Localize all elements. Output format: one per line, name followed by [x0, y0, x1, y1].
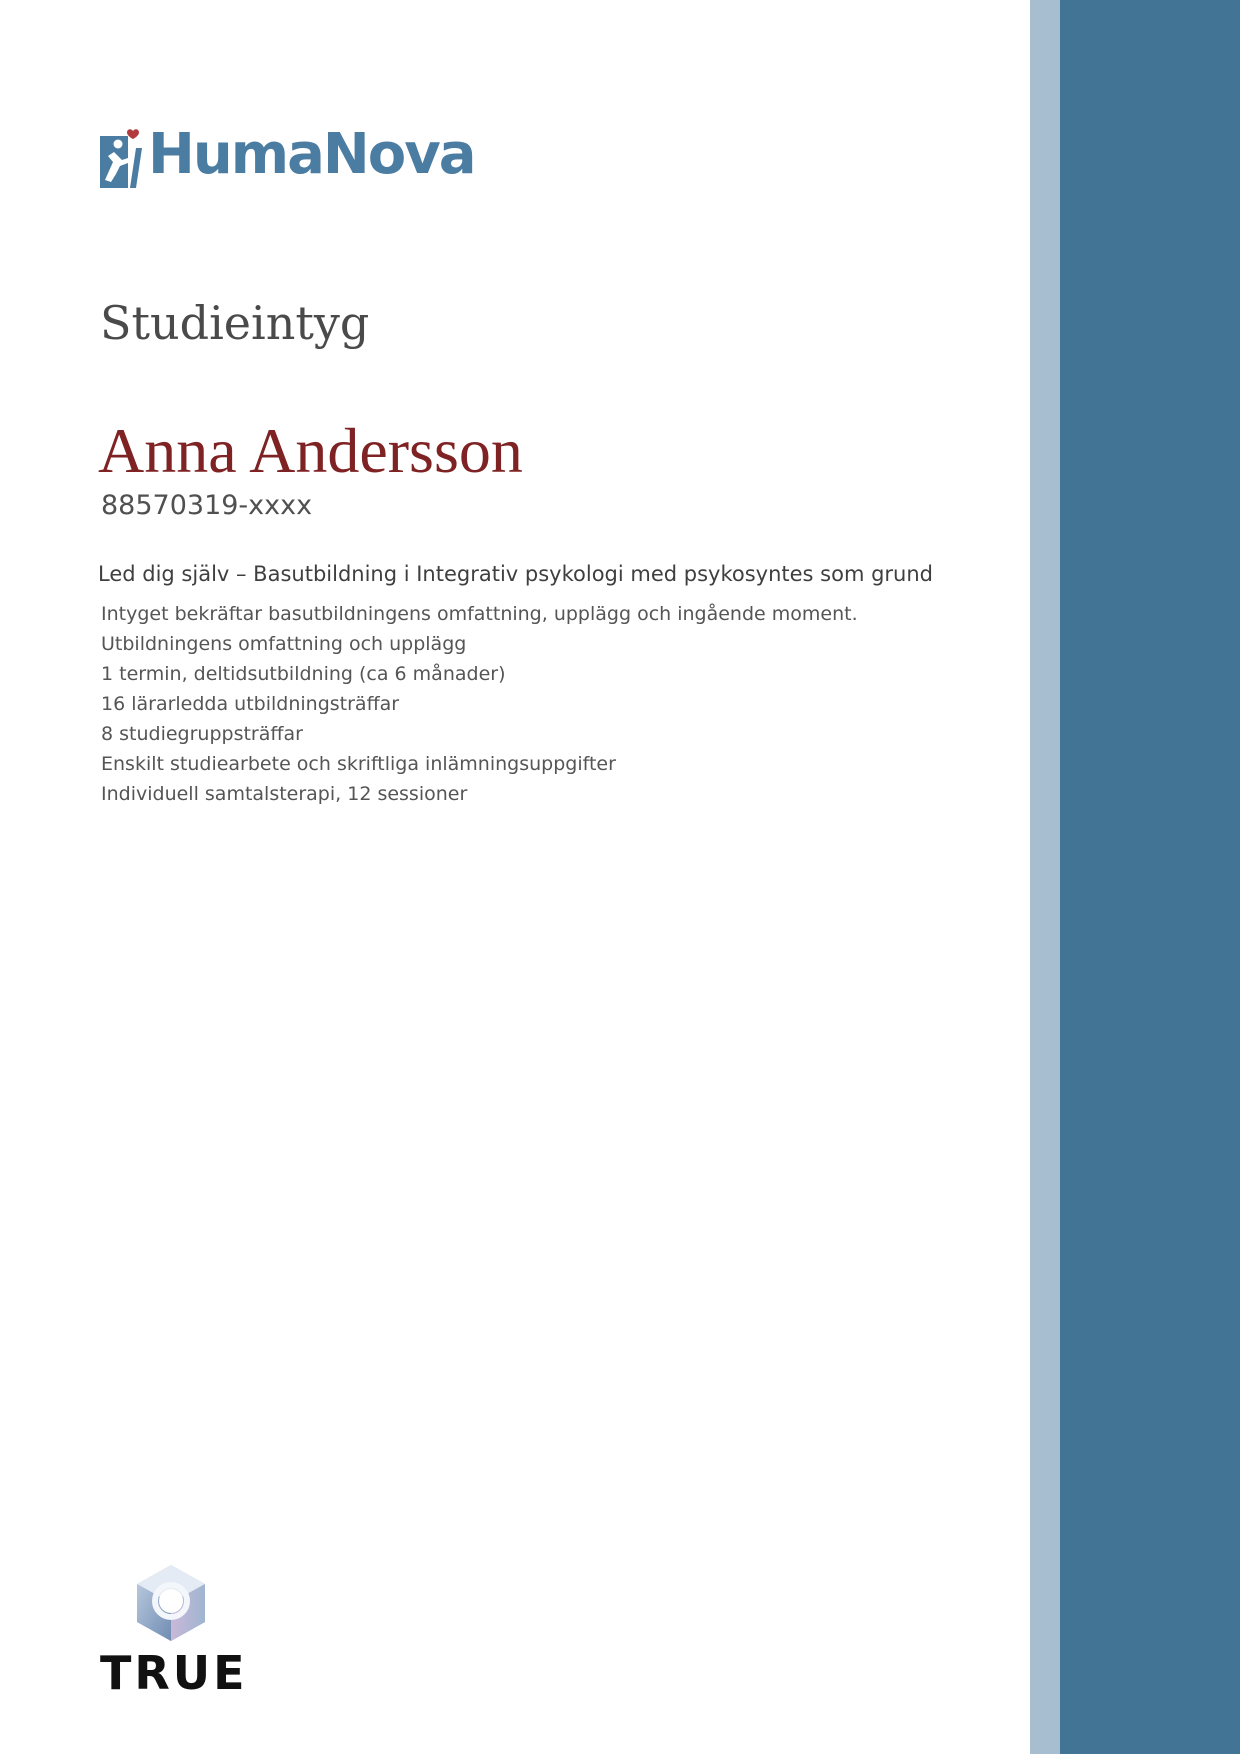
course-title: Led dig själv – Basutbildning i Integrativ psykologi med psykosyntes som grund	[98, 562, 934, 586]
humanova-logo	[100, 116, 500, 192]
true-logo	[100, 1563, 250, 1703]
course-detail-line: Utbildningens omfattning och upplägg	[101, 633, 467, 655]
course-detail-line: Intyget bekräftar basutbildningens omfattning, upplägg och ingående moment.	[101, 603, 858, 625]
side-stripe-light	[1030, 0, 1060, 1754]
course-detail-line: 16 lärarledda utbildningsträffar	[101, 693, 400, 715]
course-detail-line: 1 termin, deltidsutbildning (ca 6 månader)	[101, 663, 506, 685]
hexagon-cube-icon	[133, 1563, 209, 1643]
course-details	[101, 599, 1001, 809]
person-heart-icon	[100, 128, 142, 188]
true-wordmark: TRUE	[100, 1646, 248, 1700]
student-id: 88570319-xxxx	[101, 490, 313, 521]
document-title: Studieintyg	[100, 296, 370, 350]
side-stripe-dark	[1060, 0, 1240, 1754]
course-detail-line: Enskilt studiearbete och skriftliga inlämningsuppgifter	[101, 753, 616, 775]
course-detail-line: Individuell samtalsterapi, 12 sessioner	[101, 783, 468, 805]
brand-name: HumaNova	[148, 122, 475, 187]
student-name: Anna Andersson	[98, 415, 523, 486]
course-detail-line: 8 studiegruppsträffar	[101, 723, 303, 745]
